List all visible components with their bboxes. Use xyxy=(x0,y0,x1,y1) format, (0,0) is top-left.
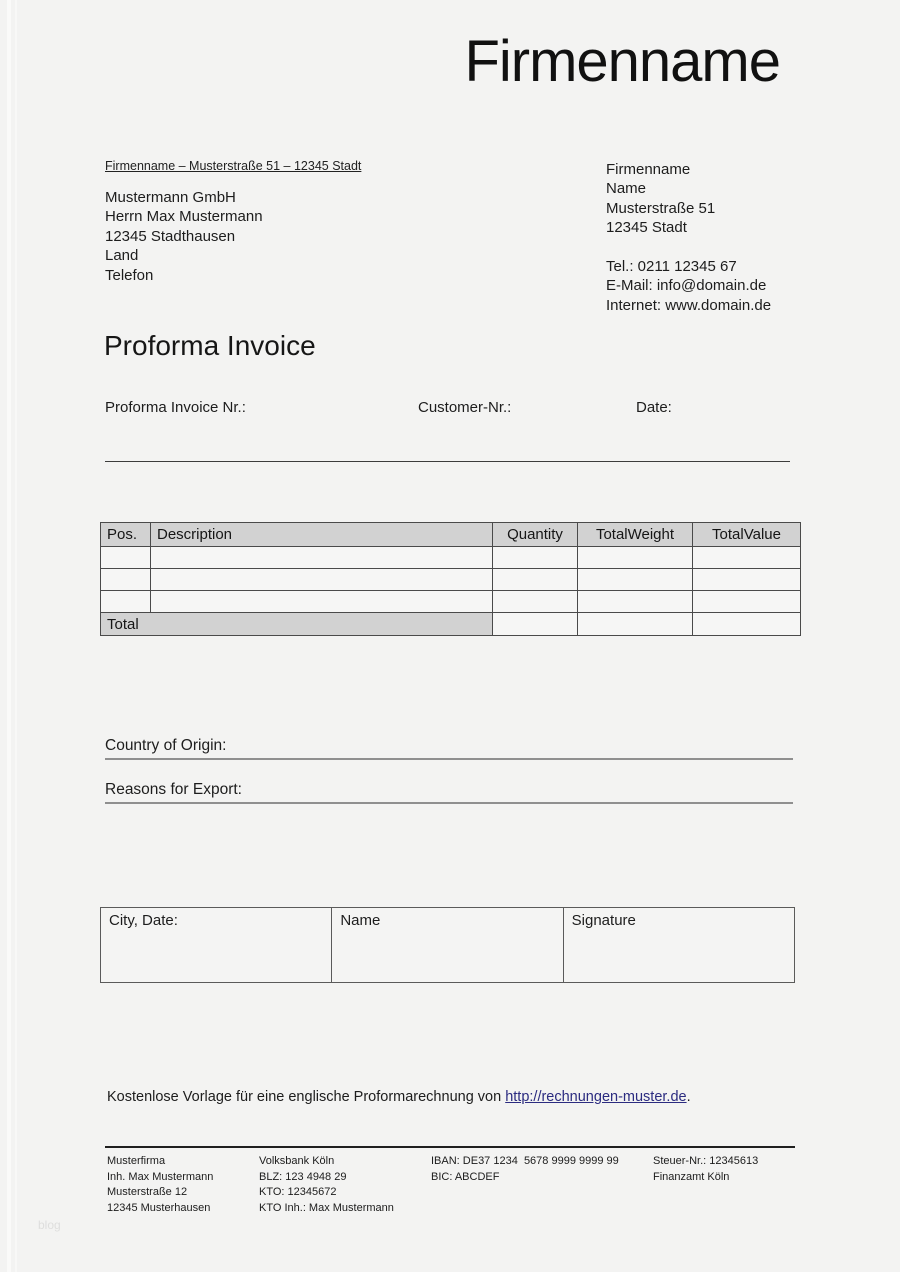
company-address-line: 12345 Stadt xyxy=(606,219,687,237)
scan-edge-artifact-2 xyxy=(15,0,17,1272)
reasons-for-export-field: Reasons for Export: xyxy=(105,781,793,804)
invoice-number-label: Proforma Invoice Nr.: xyxy=(105,399,246,416)
disclaimer-suffix: . xyxy=(686,1089,691,1105)
recipient-line: Herrn Max Mustermann xyxy=(105,208,263,226)
document-title: Proforma Invoice xyxy=(104,330,316,361)
signature-table xyxy=(100,907,795,983)
item-row xyxy=(101,591,801,613)
watermark-text: blog xyxy=(38,1218,61,1232)
total-label-cell: Total xyxy=(101,613,493,636)
disclaimer-prefix: Kostenlose Vorlage für eine englische Proformarechnung von xyxy=(107,1089,506,1105)
scan-edge-artifact xyxy=(7,0,11,1272)
disclaimer-text xyxy=(107,1089,691,1105)
date-label: Date: xyxy=(636,399,672,416)
company-address-line: Musterstraße 51 xyxy=(606,199,716,217)
recipient-line: Mustermann GmbH xyxy=(105,189,236,206)
signature-cell-signature: Signature xyxy=(563,908,794,983)
col-header-description: Description xyxy=(151,523,493,547)
company-phone-line: Tel.: 0211 12345 67 xyxy=(606,258,737,275)
footer-line: IBAN: DE37 1234 5678 9999 9999 99 xyxy=(431,1155,619,1167)
recipient-line: Land xyxy=(105,247,139,265)
company-address-block xyxy=(606,160,715,238)
signature-cell-city-date: City, Date: xyxy=(101,908,332,983)
meta-divider-rule xyxy=(105,461,790,462)
footer-line: KTO Inh.: Max Mustermann xyxy=(259,1201,394,1214)
item-cell-totalweight xyxy=(578,547,693,569)
customer-number-label: Customer-Nr.: xyxy=(418,399,512,416)
total-quantity-cell xyxy=(493,613,578,636)
footer-line: Inh. Max Mustermann xyxy=(107,1170,214,1183)
col-header-totalweight: TotalWeight xyxy=(578,523,693,547)
company-address-line: Name xyxy=(606,180,647,198)
footer-line: Steuer-Nr.: 12345613 xyxy=(653,1155,759,1167)
item-cell-totalweight xyxy=(578,591,693,613)
item-cell-quantity xyxy=(493,547,578,569)
item-row xyxy=(101,547,801,569)
col-header-totalvalue: TotalValue xyxy=(693,523,801,547)
items-table xyxy=(100,522,801,636)
item-cell-pos xyxy=(101,547,151,569)
sender-line: Firmenname – Musterstraße 51 – 12345 Stadt xyxy=(105,159,362,173)
company-website-line: Internet: www.domain.de xyxy=(606,296,772,314)
item-cell-totalvalue xyxy=(693,591,801,613)
company-contact-block xyxy=(606,257,771,315)
footer-line: 12345 Musterhausen xyxy=(107,1201,211,1214)
signature-row xyxy=(101,908,795,983)
country-of-origin-field: Country of Origin: xyxy=(105,737,793,760)
recipient-address-block xyxy=(105,188,263,285)
item-row xyxy=(101,569,801,591)
footer-line: KTO: 12345672 xyxy=(259,1186,337,1198)
footer-line: Volksbank Köln xyxy=(259,1155,335,1167)
footer-line: Finanzamt Köln xyxy=(653,1170,730,1183)
footer-line: Musterfirma xyxy=(107,1155,166,1167)
recipient-line: Telefon xyxy=(105,266,154,284)
item-cell-description xyxy=(151,591,493,613)
item-cell-quantity xyxy=(493,591,578,613)
footer-col-company xyxy=(107,1154,213,1216)
item-cell-description xyxy=(151,547,493,569)
signature-cell-name: Name xyxy=(332,908,563,983)
col-header-quantity: Quantity xyxy=(493,523,578,547)
item-cell-pos xyxy=(101,569,151,591)
company-name-title: Firmenname xyxy=(464,29,780,94)
total-totalvalue-cell xyxy=(693,613,801,636)
footer-divider-rule xyxy=(105,1146,795,1148)
item-cell-totalweight xyxy=(578,569,693,591)
item-cell-quantity xyxy=(493,569,578,591)
company-email-line: E-Mail: info@domain.de xyxy=(606,277,767,295)
footer-line: BIC: ABCDEF xyxy=(431,1170,500,1183)
total-totalweight-cell xyxy=(578,613,693,636)
items-table-header-row xyxy=(101,523,801,547)
disclaimer-link[interactable]: http://rechnungen-muster.de xyxy=(505,1089,687,1105)
footer-line: BLZ: 123 4948 29 xyxy=(259,1170,347,1183)
footer-col-tax xyxy=(653,1154,758,1185)
col-header-pos: Pos. xyxy=(101,523,151,547)
company-address-line: Firmenname xyxy=(606,161,691,178)
footer-col-bank xyxy=(259,1154,394,1216)
footer-col-iban xyxy=(431,1154,619,1185)
footer-line: Musterstraße 12 xyxy=(107,1186,188,1198)
item-cell-pos xyxy=(101,591,151,613)
item-cell-description xyxy=(151,569,493,591)
item-cell-totalvalue xyxy=(693,569,801,591)
total-row xyxy=(101,613,801,636)
item-cell-totalvalue xyxy=(693,547,801,569)
recipient-line: 12345 Stadthausen xyxy=(105,227,236,245)
